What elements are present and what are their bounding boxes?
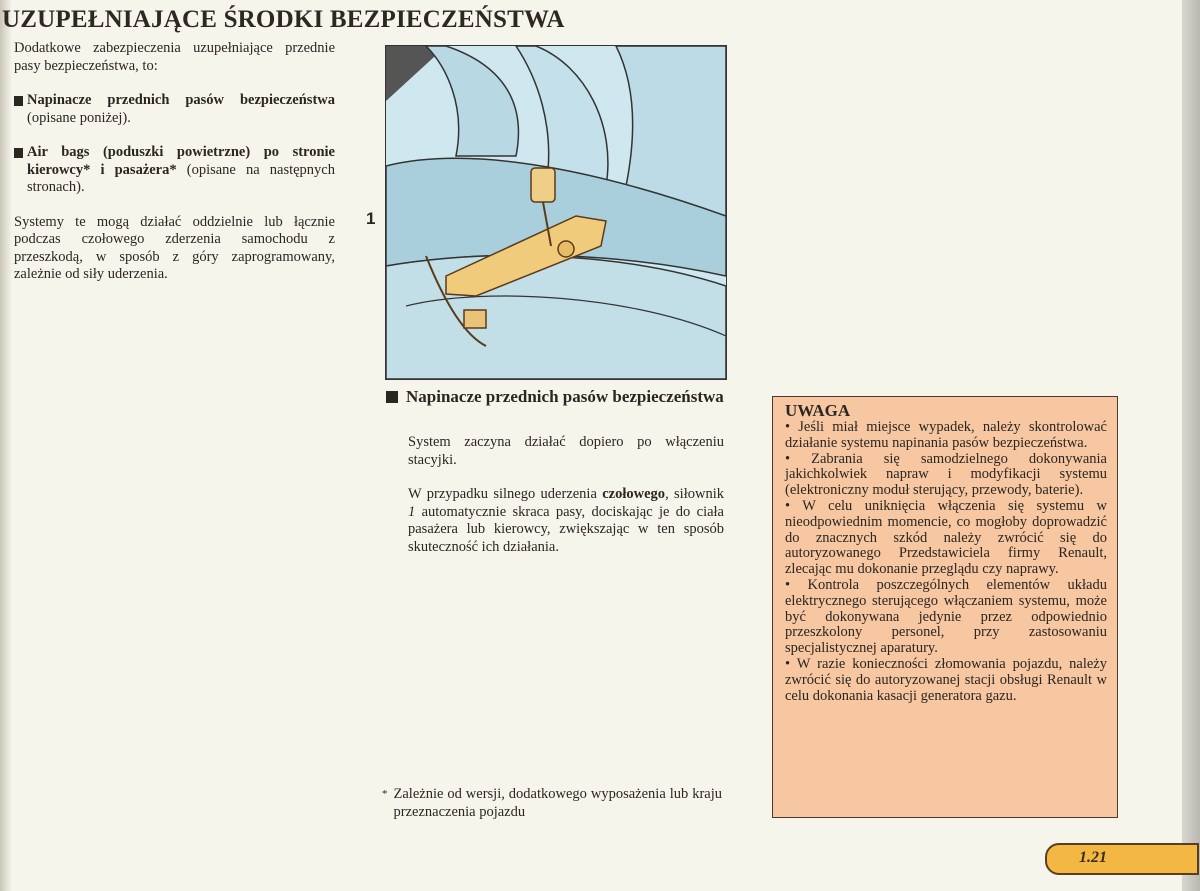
bullet-bold-text: Air bags (poduszki powietrzne) po stronie kierowcy* i pasażera* [27,144,335,178]
intro-text: Dodatkowe zabezpieczenia uzupełniające przednie pasy bezpieczeństwa, to: [14,40,335,74]
text-run: automatycznie skraca pasy, dociskając je do ciała pasażera lub kierowcy, zwiększając w ten sposób skuteczność ich działania. [408,503,724,555]
impact-paragraph [408,486,724,556]
footnote-mark: * [382,788,388,800]
bullet-item [14,92,335,127]
bullet-item [14,144,335,197]
warning-item: • Kontrola poszczególnych elementów układu elektrycznego sterującego włączaniem systemu, może być dokonywana jedynie przez odpowiednio przeszkolony personel, przy zastosowaniu specjalistycznej aparatury. [785,576,1107,657]
bullet-square-icon [386,391,398,403]
systems-paragraph: Systemy te mogą działać oddzielnie lub łącznie podczas czołowego zderzenia samochodu z przeszkodą, w sposób z góry zaprogramowany, zależnie od siły uderzenia. [14,213,335,282]
seat-illustration-svg [386,46,726,379]
callout-reference: 1 [408,503,416,520]
warning-item: • W razie konieczności złomowania pojazdu, należy zwrócić się do autoryzowanej stacji obsługi Renault w celu dokonania kasacji generatora gazu. [785,655,1107,704]
page-gutter-shadow [0,0,12,891]
page-title: UZUPEŁNIAJĄCE ŚRODKI BEZPIECZEŃSTWA [2,6,565,33]
page-number-tab [1045,843,1199,875]
warning-box [772,396,1118,818]
warning-item: • Zabrania się samodzielnego dokonywania jakichkolwiek napraw i modyfikacji systemu (elektroniczny moduł sterujący, przewody, baterie). [785,450,1107,499]
bullet-text: (opisane na następnych stronach). [27,161,335,195]
footnote-text: Zależnie od wersji, dodatkowego wyposażenia lub kraju przeznaczenia pojazdu [393,786,722,820]
page-edge [1182,0,1200,891]
warning-item: • Jeśli miał miejsce wypadek, należy skontrolować działanie systemu napinania pasów bezpieczeństwa. [785,419,1107,451]
text-run: , siłownik [665,486,724,502]
left-column [14,40,335,301]
footnote [382,786,722,821]
ignition-paragraph: System zaczyna działać dopiero po włączeniu stacyjki. [408,434,724,468]
section-heading [386,388,724,406]
middle-column [408,434,724,573]
text-run: W przypadku silnego uderzenia [408,486,603,502]
bullet-square-icon [14,148,23,158]
bullet-bold-text: Napinacze przednich pasów bezpieczeństwa [27,92,335,108]
warning-item: • W celu uniknięcia włączenia się systemu w nieodpowiednim momencie, co mogłoby doprowadzić do znacznych szkód należy zwrócić się do autoryzowanego Przedstawiciela firmy Renault, zlecając mu dokonanie przeglądu czy naprawy. [785,497,1107,578]
bullet-text: (opisane poniżej). [27,109,131,126]
page-number: 1.21 [1079,849,1107,866]
bold-text: czołowego [602,486,666,502]
bullet-square-icon [14,96,23,106]
section-heading-text: Napinacze przednich pasów bezpieczeństwa [406,387,724,406]
warning-title: UWAGA [785,401,851,420]
seatbelt-pretensioner-illustration [385,45,727,380]
figure-callout-label: 1 [366,209,376,228]
